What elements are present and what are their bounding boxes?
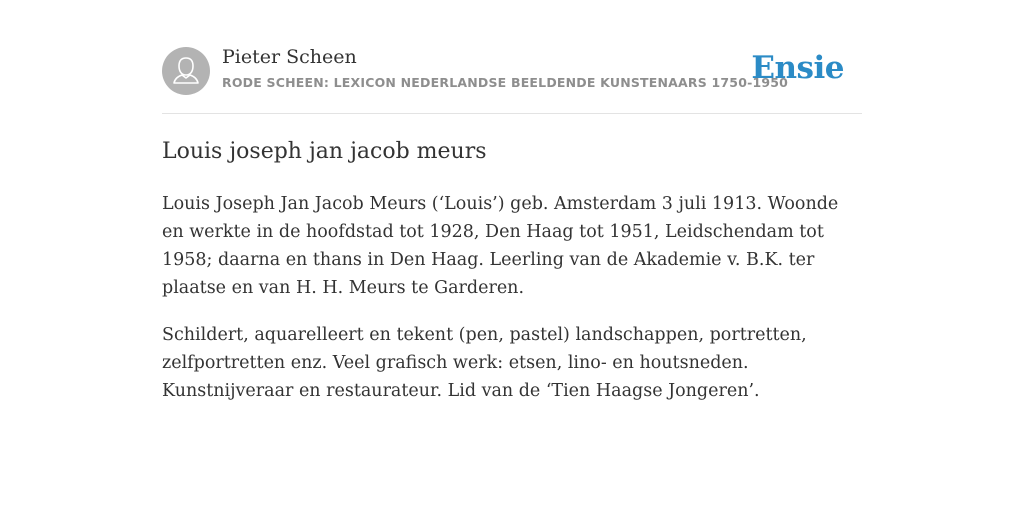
author-avatar[interactable] [162,47,210,95]
article-header [162,44,862,98]
article-body [162,190,862,424]
article-paragraph: Louis Joseph Jan Jacob Meurs (‘Louis’) geb. Amsterdam 3 juli 1913. Woonde en werkte in de hoofdstad tot 1928, Den Haag tot 1951, Leidschendam tot 1958; daarna en thans in Den Haag. Leerling van de Akademie v. B.K. ter plaatse en van H. H. Meurs te Garderen. [162,194,839,298]
article-paragraph: Schildert, aquarelleert en tekent (pen, pastel) landschappen, portretten, zelfportretten enz. Veel grafisch werk: etsen, lino- en houtsneden. Kunstnijveraar en restaurateur. Lid van de ‘Tien Haagse Jongeren’. [162,325,807,401]
ensie-logo[interactable]: Ensie [751,50,844,86]
user-silhouette-icon [162,47,210,95]
author-name[interactable]: Pieter Scheen [222,46,357,68]
article-title: Louis joseph jan jacob meurs [162,139,487,164]
header-divider [162,113,862,114]
source-name[interactable]: RODE SCHEEN: LEXICON NEDERLANDSE BEELDENDE KUNSTENAARS 1750-1950 [222,75,789,90]
